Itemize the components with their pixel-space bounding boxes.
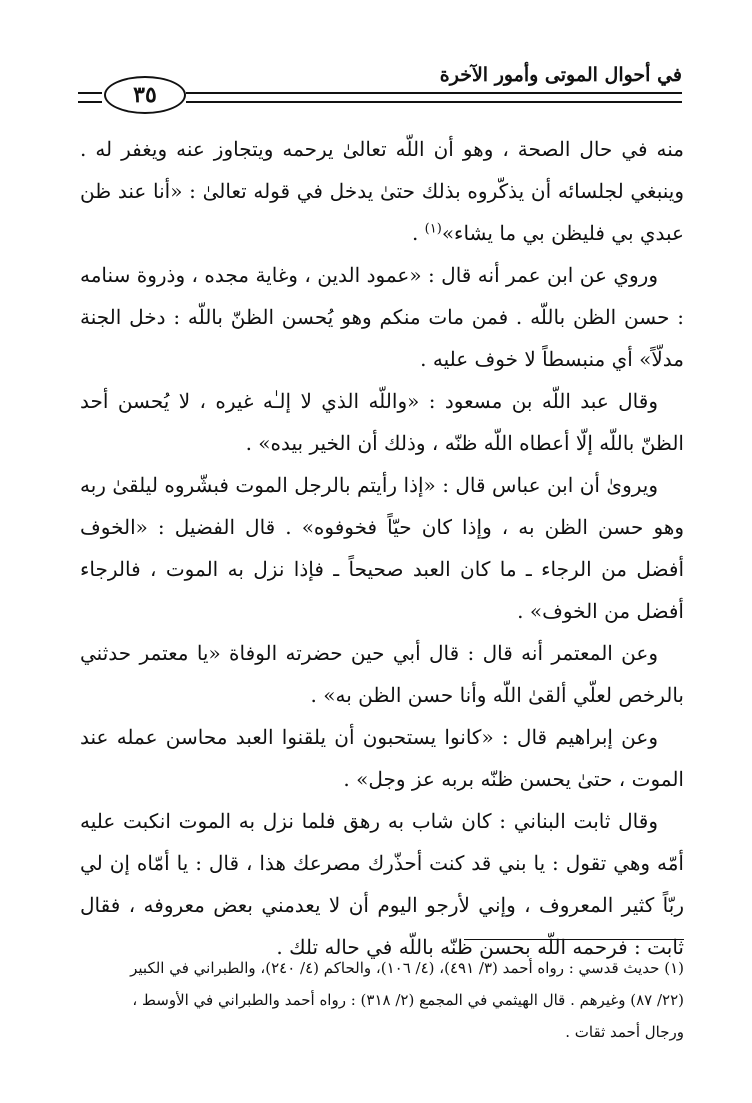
page-number: ٣٥ bbox=[104, 76, 186, 114]
paragraph-4: ويروىٰ أن ابن عباس قال : «إذا رأيتم بالرجل الموت فبشّروه ليلقىٰ ربه وهو حسن الظن به ، وإذا كان حيّاً فخوفوه» . قال الفضيل : «الخوف أفضل من الرجاء ـ ما كان العبد صحيحاً ـ فإذا نزل به الموت ، فالرجاء أفضل من الخوف» . bbox=[80, 473, 684, 623]
paragraph-1 bbox=[80, 128, 684, 254]
footnote-ref-1: (١) bbox=[424, 221, 442, 237]
header-rule bbox=[186, 92, 682, 103]
paragraph-7: وقال ثابت البناني : كان شاب به رهق فلما نزل به الموت انكبت عليه أمّه وهي تقول : يا بني قد كنت أحذّرك مصرعك هذا ، قال : يا أمّاه إن لي ربّاً كثير المعروف ، وإني لأرجو اليوم أن لا يعدمني بعض معروفه ، فقال ثابت : فرحمه اللّه بحسن ظنّه باللّه في حاله تلك . bbox=[80, 809, 684, 959]
footnote-separator bbox=[464, 939, 684, 940]
running-title: في أحوال الموتى وأمور الآخرة bbox=[439, 64, 682, 86]
paragraph-1-text: منه في حال الصحة ، وهو أن اللّه تعالىٰ يرحمه ويتجاوز عنه ويغفر له . وينبغي لجلسائه أن يذكّروه بذلك حتىٰ يدخل في قوله تعالىٰ : «أنا عند ظن عبدي بي فليظن بي ما يشاء» bbox=[80, 137, 684, 245]
footnote-1-line-3: ورجال أحمد ثقات . bbox=[565, 1023, 684, 1041]
header-rule-left bbox=[78, 92, 102, 103]
paragraph-2: وروي عن ابن عمر أنه قال : «عمود الدين ، وغاية مجده ، وذروة سنامه : حسن الظن باللّه . فمن مات منكم وهو يُحسن الظنّ باللّه : دخل الجنة مدلّاً» أي منبسطاً لا خوف عليه . bbox=[80, 263, 684, 371]
paragraph-1-end: . bbox=[411, 221, 425, 245]
paragraph-3: وقال عبد اللّه بن مسعود : «واللّه الذي لا إلـٰه غيره ، لا يُحسن أحد الظنّ باللّه إلّا أعطاه اللّه ظنّه ، وذلك أن الخير بيده» . bbox=[80, 389, 684, 455]
footnote-1-line-1: (١) حديث قدسي : رواه أحمد (٣/ ٤٩١)، (٤/ ١٠٦)، والحاكم (٤/ ٢٤٠)، والطبراني في الكبير bbox=[130, 959, 684, 977]
paragraph-5: وعن المعتمر أنه قال : قال أبي حين حضرته الوفاة «يا معتمر حدثني بالرخص لعلّي ألقىٰ اللّه وأنا حسن الظن به» . bbox=[80, 641, 684, 707]
footnote-1-line-2: (٢٢/ ٨٧) وغيرهم . قال الهيثمي في المجمع (٢/ ٣١٨) : رواه أحمد والطبراني في الأوسط ، bbox=[132, 991, 684, 1009]
paragraph-6: وعن إبراهيم قال : «كانوا يستحبون أن يلقنوا العبد محاسن عمله عند الموت ، حتىٰ يحسن ظنّه بربه عز وجل» . bbox=[80, 725, 684, 791]
footnotes bbox=[80, 952, 684, 1048]
page-header bbox=[78, 64, 682, 114]
main-text bbox=[80, 128, 684, 968]
